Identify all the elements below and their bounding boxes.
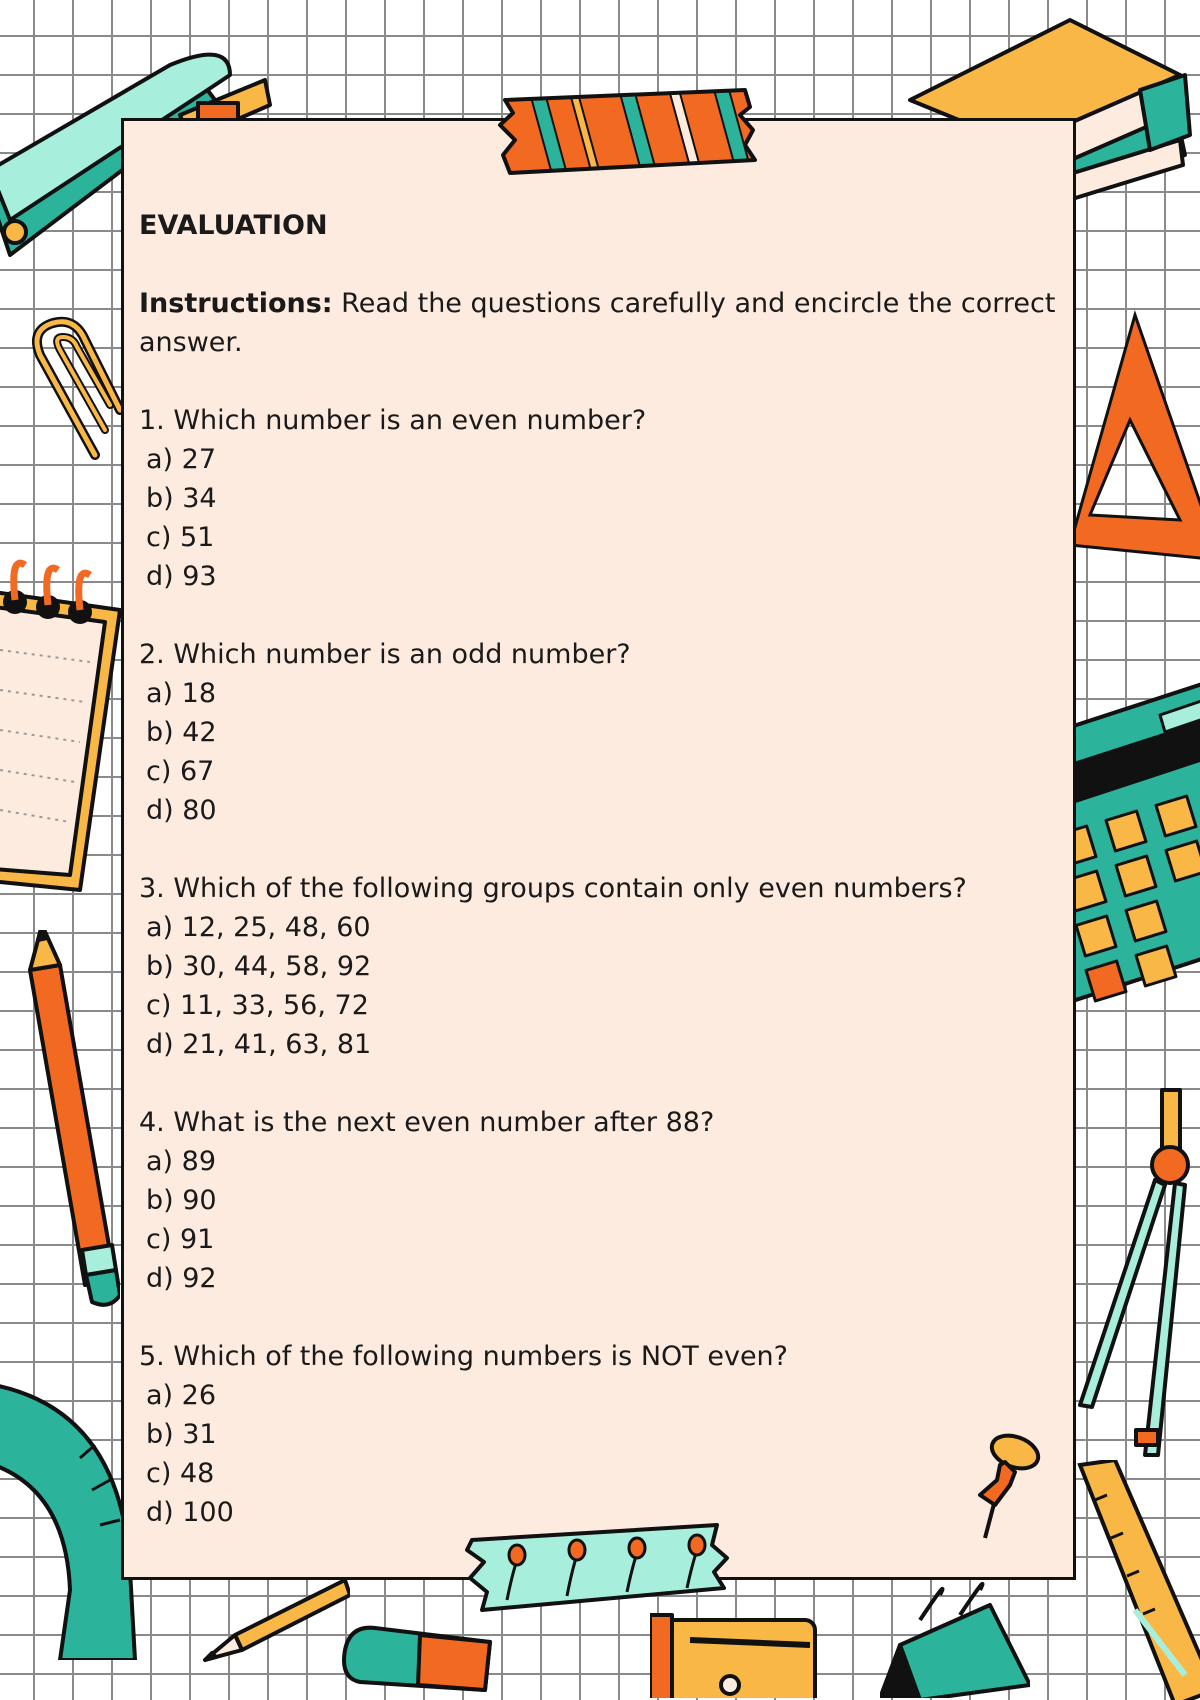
notepad-icon xyxy=(0,550,135,900)
pencil-icon xyxy=(20,930,120,1310)
eraser-icon xyxy=(340,1620,500,1700)
option-c[interactable]: c) 67 xyxy=(146,756,215,787)
option-a[interactable]: a) 26 xyxy=(146,1380,217,1411)
worksheet-content xyxy=(139,206,1059,1571)
compass-icon xyxy=(1070,1085,1200,1465)
pencil-icon xyxy=(200,1575,350,1665)
question-text: 4. What is the next even number after 88? xyxy=(139,1107,715,1138)
option-c[interactable]: c) 48 xyxy=(146,1458,215,1489)
instructions-label: Instructions: xyxy=(139,288,333,319)
question-5 xyxy=(139,1337,1059,1532)
option-d[interactable]: d) 80 xyxy=(146,795,217,826)
ruler-icon xyxy=(1075,1460,1200,1700)
bag-icon xyxy=(650,1610,830,1698)
option-b[interactable]: b) 31 xyxy=(146,1419,217,1450)
question-text: 1. Which number is an even number? xyxy=(139,405,647,436)
question-text: 2. Which number is an odd number? xyxy=(139,639,631,670)
question-text: 3. Which of the following groups contain only even numbers? xyxy=(139,873,967,904)
binder-clip-icon xyxy=(880,1575,1030,1698)
option-b[interactable]: b) 30, 44, 58, 92 xyxy=(146,951,372,982)
option-c[interactable]: c) 51 xyxy=(146,522,215,553)
option-a[interactable]: a) 18 xyxy=(146,678,217,709)
set-square-icon xyxy=(1070,310,1200,570)
option-a[interactable]: a) 27 xyxy=(146,444,217,475)
option-a[interactable]: a) 12, 25, 48, 60 xyxy=(146,912,371,943)
question-2 xyxy=(139,635,1059,830)
question-1 xyxy=(139,401,1059,596)
instructions xyxy=(139,284,1059,362)
option-b[interactable]: b) 34 xyxy=(146,483,217,514)
option-d[interactable]: d) 92 xyxy=(146,1263,217,1294)
option-d[interactable]: d) 21, 41, 63, 81 xyxy=(146,1029,372,1060)
option-c[interactable]: c) 11, 33, 56, 72 xyxy=(146,990,369,1021)
question-3 xyxy=(139,869,1059,1064)
paperclip-icon xyxy=(25,315,125,465)
option-d[interactable]: d) 100 xyxy=(146,1497,234,1528)
option-a[interactable]: a) 89 xyxy=(146,1146,217,1177)
question-text: 5. Which of the following numbers is NOT even? xyxy=(139,1341,789,1372)
option-c[interactable]: c) 91 xyxy=(146,1224,215,1255)
page-title: EVALUATION xyxy=(139,210,328,241)
option-b[interactable]: b) 90 xyxy=(146,1185,217,1216)
option-d[interactable]: d) 93 xyxy=(146,561,217,592)
tape-icon xyxy=(495,85,760,175)
option-b[interactable]: b) 42 xyxy=(146,717,217,748)
instructions-text: Read the questions carefully and encircle the correct answer. xyxy=(139,288,1056,358)
question-4 xyxy=(139,1103,1059,1298)
